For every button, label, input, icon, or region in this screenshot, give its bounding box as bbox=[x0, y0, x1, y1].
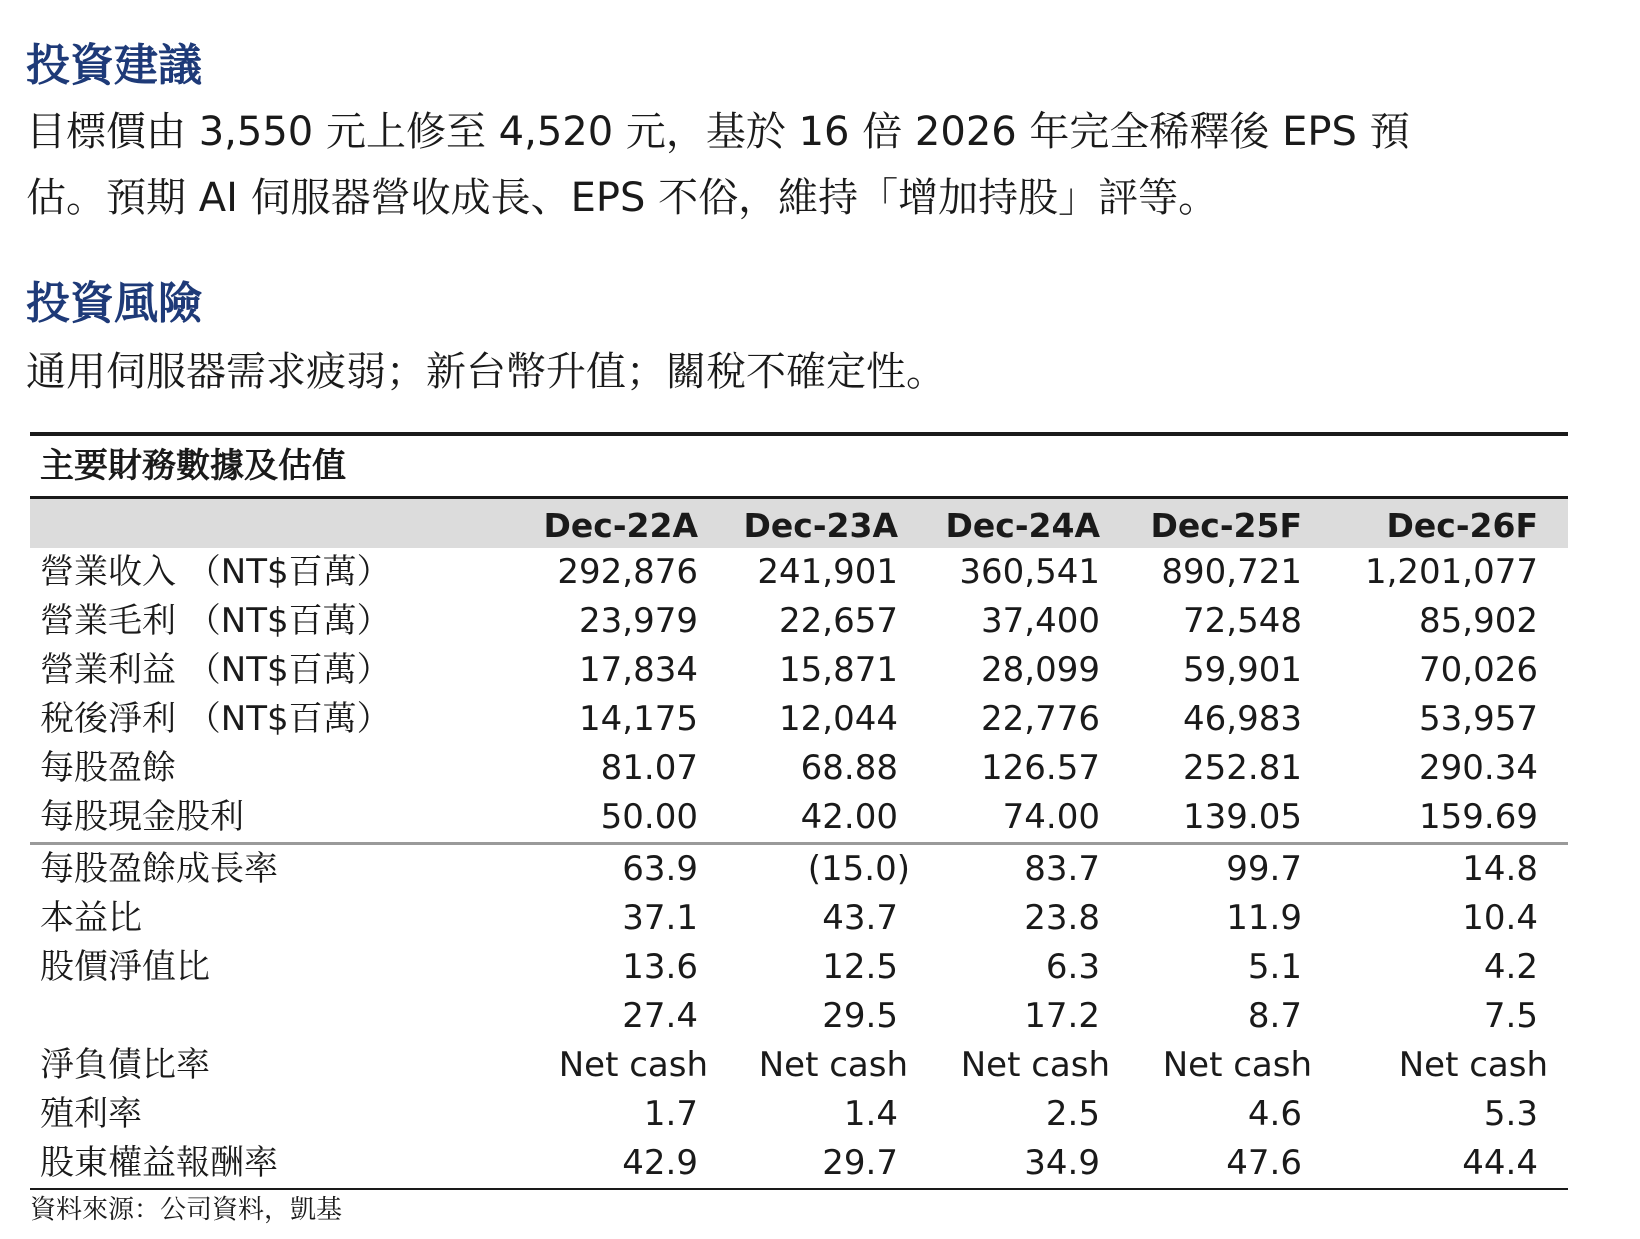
table-cell: Net cash bbox=[1398, 1045, 1548, 1085]
table-cell: (15.0) bbox=[807, 849, 910, 889]
table-cell: 1.7 bbox=[643, 1094, 698, 1134]
table-cell: 12.5 bbox=[822, 947, 898, 987]
row-label: 殖利率 bbox=[40, 1094, 142, 1134]
table-cell: 10.4 bbox=[1462, 898, 1538, 938]
table-header-row bbox=[30, 499, 1568, 548]
financial-table bbox=[30, 432, 1568, 1230]
table-cell: Net cash bbox=[758, 1045, 908, 1085]
column-header-dec-23a: Dec-23A bbox=[743, 506, 898, 545]
table-cell: 2.5 bbox=[1045, 1094, 1100, 1134]
table-cell: 68.88 bbox=[800, 748, 898, 788]
table-cell: 63.9 bbox=[622, 849, 698, 889]
table-cell: 139.05 bbox=[1183, 797, 1302, 837]
row-label: 本益比 bbox=[40, 898, 142, 938]
table-row-net-income bbox=[30, 695, 1568, 744]
row-label: 淨負債比率 bbox=[40, 1045, 210, 1085]
table-cell: 890,721 bbox=[1161, 552, 1302, 592]
table-cell: 27.4 bbox=[622, 996, 698, 1036]
row-label: 每股現金股利 bbox=[40, 797, 244, 837]
column-header-dec-26f: Dec-26F bbox=[1386, 506, 1538, 545]
table-cell: 29.7 bbox=[822, 1143, 898, 1183]
table-cell: 13.6 bbox=[622, 947, 698, 987]
table-cell: 47.6 bbox=[1226, 1143, 1302, 1183]
table-row-operating-profit bbox=[30, 646, 1568, 695]
table-cell: 8.7 bbox=[1247, 996, 1302, 1036]
table-cell: 11.9 bbox=[1226, 898, 1302, 938]
row-label: 每股盈餘成長率 bbox=[40, 849, 278, 889]
table-cell: 44.4 bbox=[1462, 1143, 1538, 1183]
row-label: 股價淨值比 bbox=[40, 947, 210, 987]
table-cell: 22,657 bbox=[779, 601, 898, 641]
row-label: 營業毛利 （NT$百萬） bbox=[40, 601, 391, 641]
table-cell: 37.1 bbox=[622, 898, 698, 938]
source-note: 資料來源：公司資料，凱基 bbox=[30, 1195, 343, 1225]
row-label: 稅後淨利 （NT$百萬） bbox=[40, 699, 391, 739]
table-cell: 5.1 bbox=[1247, 947, 1302, 987]
column-header-dec-25f: Dec-25F bbox=[1150, 506, 1302, 545]
table-cell: 1,201,077 bbox=[1364, 552, 1538, 592]
risk-heading: 投資風險 bbox=[26, 278, 202, 329]
table-cell: 15,871 bbox=[779, 650, 898, 690]
table-cell: 83.7 bbox=[1024, 849, 1100, 889]
table-cell: 360,541 bbox=[959, 552, 1100, 592]
row-label: 每股盈餘 bbox=[40, 748, 176, 788]
table-cell: 159.69 bbox=[1419, 797, 1538, 837]
row-label: 營業利益 （NT$百萬） bbox=[40, 650, 391, 690]
table-cell: Net cash bbox=[960, 1045, 1110, 1085]
table-cell: 14,175 bbox=[579, 699, 698, 739]
table-cell: 50.00 bbox=[600, 797, 698, 837]
column-header-dec-24a: Dec-24A bbox=[945, 506, 1100, 545]
table-cell: 81.07 bbox=[600, 748, 698, 788]
table-cell: 29.5 bbox=[822, 996, 898, 1036]
table-row-pb-ratio bbox=[30, 943, 1568, 992]
table-cell: 22,776 bbox=[981, 699, 1100, 739]
table-cell: Net cash bbox=[558, 1045, 708, 1085]
table-cell: Net cash bbox=[1162, 1045, 1312, 1085]
table-row-gross-profit bbox=[30, 597, 1568, 646]
table-cell: 292,876 bbox=[557, 552, 698, 592]
table-title: 主要財務數據及估值 bbox=[40, 446, 346, 486]
table-cell: 34.9 bbox=[1024, 1143, 1100, 1183]
table-cell: 4.6 bbox=[1247, 1094, 1302, 1134]
table-row-net-debt-ratio bbox=[30, 1041, 1568, 1090]
row-label: 營業收入 （NT$百萬） bbox=[40, 552, 391, 592]
table-cell: 17.2 bbox=[1024, 996, 1100, 1036]
table-cell: 23.8 bbox=[1024, 898, 1100, 938]
table-cell: 290.34 bbox=[1419, 748, 1538, 788]
table-row-eps-growth bbox=[30, 845, 1568, 894]
table-cell: 23,979 bbox=[579, 601, 698, 641]
row-label: 股東權益報酬率 bbox=[40, 1143, 278, 1183]
table-cell: 6.3 bbox=[1045, 947, 1100, 987]
table-row-revenue bbox=[30, 548, 1568, 597]
table-cell: 42.9 bbox=[622, 1143, 698, 1183]
table-cell: 43.7 bbox=[822, 898, 898, 938]
table-cell: 53,957 bbox=[1419, 699, 1538, 739]
table-cell: 241,901 bbox=[757, 552, 898, 592]
table-cell: 14.8 bbox=[1462, 849, 1538, 889]
table-cell: 126.57 bbox=[981, 748, 1100, 788]
table-cell: 7.5 bbox=[1483, 996, 1538, 1036]
table-cell: 70,026 bbox=[1419, 650, 1538, 690]
risk-text: 通用伺服器需求疲弱；新台幣升值；關稅不確定性。 bbox=[26, 349, 946, 395]
table-cell: 12,044 bbox=[779, 699, 898, 739]
column-header-dec-22a: Dec-22A bbox=[543, 506, 698, 545]
table-cell: 4.2 bbox=[1483, 947, 1538, 987]
table-cell: 42.00 bbox=[800, 797, 898, 837]
table-cell: 74.00 bbox=[1002, 797, 1100, 837]
table-row-dividend-yield bbox=[30, 1090, 1568, 1139]
table-row-cash-dividend bbox=[30, 793, 1568, 842]
table-cell: 72,548 bbox=[1183, 601, 1302, 641]
table-cell: 252.81 bbox=[1183, 748, 1302, 788]
table-row-roe bbox=[30, 1139, 1568, 1188]
table-row-pe-ratio bbox=[30, 894, 1568, 943]
table-cell: 85,902 bbox=[1419, 601, 1538, 641]
table-cell: 37,400 bbox=[981, 601, 1100, 641]
table-cell: 17,834 bbox=[579, 650, 698, 690]
recommendation-heading: 投資建議 bbox=[26, 40, 202, 91]
table-cell: 46,983 bbox=[1183, 699, 1302, 739]
table-cell: 28,099 bbox=[981, 650, 1100, 690]
table-cell: 59,901 bbox=[1183, 650, 1302, 690]
table-row-unlabeled bbox=[30, 992, 1568, 1041]
table-cell: 5.3 bbox=[1483, 1094, 1538, 1134]
recommendation-text-line-1: 目標價由 3,550 元上修至 4,520 元，基於 16 倍 2026 年完全稀釋後 EPS 預 bbox=[26, 109, 1410, 155]
recommendation-text-line-2: 估。預期 AI 伺服器營收成長、EPS 不俗，維持「增加持股」評等。 bbox=[26, 175, 1219, 221]
table-cell: 99.7 bbox=[1226, 849, 1302, 889]
table-cell: 1.4 bbox=[843, 1094, 898, 1134]
table-row-eps bbox=[30, 744, 1568, 793]
